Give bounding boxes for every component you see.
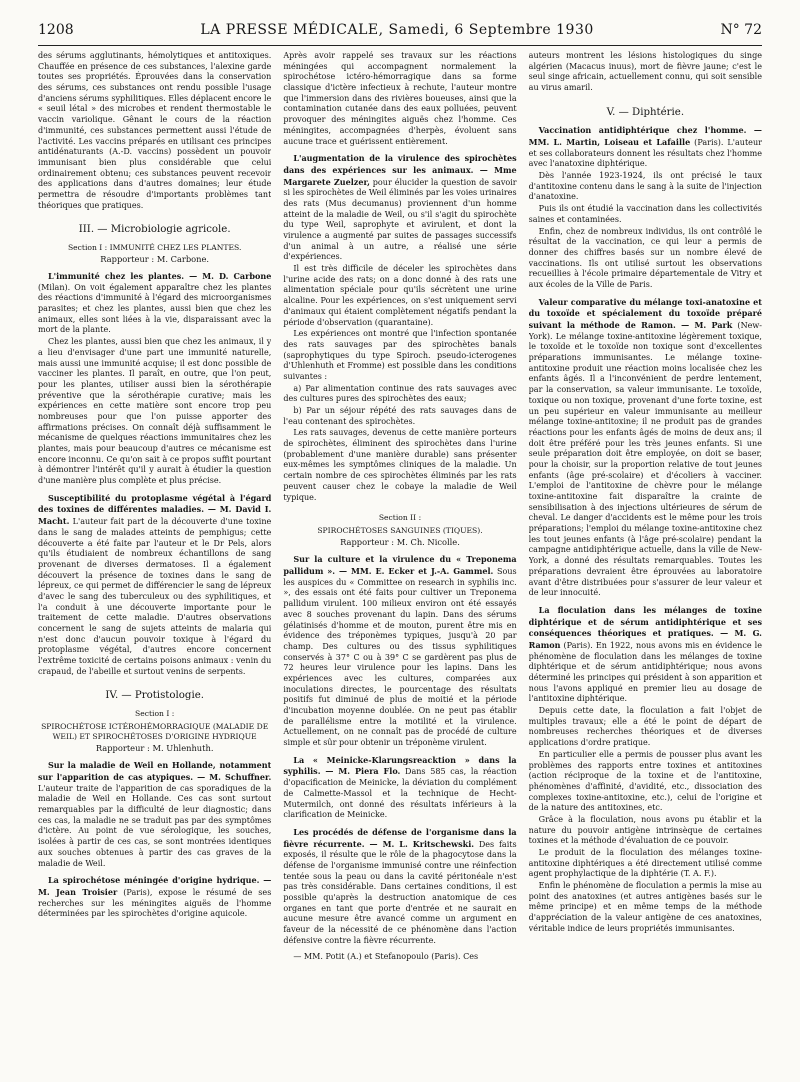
header-rule (38, 45, 762, 46)
article-paragraph (529, 125, 762, 170)
article-title: Sur la culture et la virulence du « Treponema pallidum ». — MM. E. Ecker et J.-A. Gammel. (283, 554, 517, 577)
article-title: Susceptibilité du protoplasme végétal à l'égard des toxines de différentes maladies. — M. David I. Macht. (38, 492, 272, 527)
paragraph: Grâce à la floculation, nous avons pu établir et la nature du pouvoir antigène intrinsèque de certaines toxines et la méthode d'évaluation de ce pouvoir. (528, 814, 762, 846)
paragraph: Depuis cette date, la floculation a fait l'objet de multiples travaux; elle a été le point de départ de nombreuses recherches théoriques et de diverses applications d'ordre pratique. (528, 706, 762, 748)
article-text: (Milan). On voit également apparaître chez les plantes des réactions d'immunité à l'égard des microorganismes parasites; et chez les plantes, aussi bien que chez les animaux, elles sont liées à la vie, disparaissant avec la mort de la plante. (38, 282, 272, 335)
issue-number: N° 72 (720, 22, 762, 38)
paragraph: — MM. Potit (A.) et Stefanopoulo (Paris). Ces (293, 952, 479, 962)
article-title: L'augmentation de la virulence des spirochètes dans des expériences sur les animaux. — Mme Margarete Zuelzer, (283, 153, 517, 187)
rapporteur: Rapporteur : M. Uhlenhuth. (95, 743, 214, 754)
page-header (38, 22, 762, 44)
section-heading: V. — Diphtérie. (606, 106, 685, 118)
paragraph: Le produit de la floculation des mélanges toxine-antitoxine diphtériques a été directement utilisé comme agent prophylactique de la diphtérie (T. A. F.). (528, 848, 762, 879)
paragraph: auteurs montrent les lésions histologiques du singe algérien (Macacus inuus), mort de fièvre jaune; c'est le seul singe africain, actuellement connu, qui soit sensible au virus amaril. (528, 51, 762, 93)
paragraph: En particulier elle a permis de pousser plus avant les problèmes des rapports entre toxines et antitoxines (action réciproque de la toxine et de l'antitoxine, phénomènes d'affinité, d'avidité, etc., dissociation des complexes toxine-antitoxine, etc.), celui de l'origine et de la nature des antitoxines, etc. (528, 749, 762, 813)
article-text: (Paris). En 1922, nous avons mis en évidence le phénomène de floculation dans les mélanges de toxine diphtérique et de sérum antidiphtérique; nous avons déterminé les principes qui président à son apparition et nous l'avons appliqué en premier lieu au dosage de l'antitoxine diphtérique. (528, 640, 762, 704)
article-paragraph (529, 297, 762, 599)
article-paragraph (283, 554, 516, 748)
list-item: a) Par alimentation continue des rats sauvages avec des cultures pures des spirochètes des eaux; (283, 383, 517, 404)
page-number: 1208 (38, 22, 74, 38)
article-paragraph (38, 875, 271, 920)
article-paragraph (283, 153, 516, 263)
article-title: Vaccination antidiphtérique chez l'homme. — MM. L. Martin, Loiseau et Lafaille (528, 125, 762, 147)
article-columns (38, 51, 762, 1061)
paragraph: Puis ils ont étudié la vaccination dans les collectivités saines et contaminées. (528, 204, 762, 224)
column-3 (529, 51, 762, 1061)
article-text: (Paris), expose le résumé de ses recherches sur les méningites aiguës de l'homme déterminées par les spirochètes d'origine aquicole. (38, 887, 272, 919)
article-paragraph (529, 605, 762, 705)
article-paragraph (38, 760, 271, 869)
section-heading: IV. — Protistologie. (105, 690, 204, 702)
article-paragraph (283, 755, 516, 821)
article-text: pour élucider la question de savoir si les spirochètes de Weil éliminés par les voies urinaires des rats (Mus decumanus) proviennent d'un homme atteint de la maladie de Weil, ou s'il s'agit du spirochète du type Weil, saprophyte et avirulent, et dont la virulence a augmenté par suites de passages successifs d'un animal à un autre, a réalisé une série d'expériences. (283, 177, 517, 262)
article-paragraph (38, 271, 271, 336)
article-text: Des faits exposés, il résulte que le rôle de la phagocytose dans la défense de l'organisme immunisé contre une réinfection tentée sous la peau ou dans la cavité péritonéale n'est pas très considérable. Dans certaines conditions, il est possible qu'après la destruction anatomique de ces organes en tant que porte d'entrée et ne saurait en aucune mesure être avancé comme un argument en faveur de la nécessité de ce phénomène dans l'action défensive contre la fièvre récurrente. (283, 839, 517, 945)
paragraph: des sérums agglutinants, hémolytiques et antitoxiques. Chauffée en présence de ces substances, l'alexine garde toutes ses propriétés. Éprouvées dans la conservation des sérums, ces substances ont rendu possible l'usage d'anciens sérums syphilitiques. Elles déplacent encore le « seuil létal » des microbes et rendent thermostable le vaccin variolique. Gênant le cours de la réaction d'immunité, ces substances permettent aussi l'étude de l'activité. Les vaccins préparés en utilisant ces principes antidénaturants (A.-D. vaccins) possèdent un pouvoir immunisant bien plus considérable que celui ordinairement obtenu; ces substances peuvent recevoir des applications dans d'autres domaines; leur étude permettra de résoudre d'importants problèmes tant théoriques que pratiques. (38, 51, 272, 210)
paragraph: Chez les plantes, aussi bien que chez les animaux, il y a lieu d'envisager d'une part une immunité naturelle, mais aussi une immunité acquise; il est donc possible de vacciner les plantes. Il paraît, en outre, que l'on peut, pour les plantes, utiliser aussi bien la sérothérapie préventive que la sérothérapie curative; mais les expériences en cette matière sont encore trop peu nombreuses pour que l'on puisse apporter des affirmations précises. On connaît déjà suffisamment le mécanisme de quelques réactions immunitaires chez les plantes, mais pour beaucoup d'autres ce mécanisme est encore inconnu. Ce qu'on sait à ce propos suffit pourtant à démontrer l'intérêt qu'il y aurait à étudier la question d'une manière plus complète et plus précise. (38, 337, 272, 486)
subsection-title: SPIROCHÉTOSE ICTÉROHÉMORRAGIQUE (MALADIE DE WEIL) ET SPIROCHÉTOSES D'ORIGINE HYDRIQUE (41, 722, 269, 742)
article-paragraph (283, 827, 516, 947)
article-title: L'immunité chez les plantes. — M. D. Carbone (48, 271, 272, 281)
column-1 (38, 51, 271, 1061)
subsection-title: SPIROCHÉTOSES SANGUINES (TIQUES). (317, 526, 483, 536)
article-title: La « Meinicke-Klarungsreacktion » dans la syphilis. — M. Piera Flo. (283, 754, 517, 777)
subsection-heading: Section II : (378, 513, 422, 523)
article-text: L'auteur traite de l'apparition de cas sporadiques de la maladie de Weil en Hollande. Ces cas sont surtout remarquables par la difficulté de leur diagnostic; dans ces cas, la maladie ne se traduit pas par des symptômes d'ictère. Au point de vue sérologique, les souches, isolées à partir de ces cas, se sont montrées identiques aux souches obtenues à partir des cas graves de la maladie de Weil. (38, 783, 272, 868)
article-text: Dans 585 cas, la réaction d'opacification de Meinicke, la déviation du complément de Calmette-Massol et la technique de Hecht-Mutermilch, ont donné des résultats inférieurs à la clarification de Meinicke. (283, 767, 517, 820)
rapporteur: Rapporteur : M. Ch. Nicolle. (340, 537, 460, 548)
column-2 (283, 51, 516, 1061)
paragraph: Les rats sauvages, devenus de cette manière porteurs de spirochètes, éliminent des spirochètes dans l'urine (probablement d'une manière durable) sans présenter eux-mêmes les symptômes cliniques de la maladie. Un certain nombre de ces spirochètes éliminés par les rats peuvent causer chez le cobaye la maladie de Weil typique. (283, 428, 517, 502)
subsection-heading: Section I : IMMUNITÉ CHEZ LES PLANTES. (67, 242, 242, 252)
list-item: b) Par un séjour répété des rats sauvages dans de l'eau contenant des spirochètes. (283, 406, 517, 426)
rapporteur: Rapporteur : M. Carbone. (100, 253, 210, 264)
article-title: Valeur comparative du mélange toxi-anatoxine et du toxoïde et spécialement du toxoïde préparé suivant la méthode de Ramon. — M. Park (528, 296, 762, 330)
article-text: Sous les auspices du « Committee on research in syphilis inc. », des essais ont été faits pour cultiver un Treponema pallidum virulent. 100 milieux environ ont été essayés avec 8 souches provenant du lapin. Dans des sérums gélatinisés d'homme et de mouton, purent être mis en évidence des tréponèmes typiques, jusqu'à 20 par champ. Des cultures ou des tissus syphilitiques conservés à 37° C ou à 39° C se gardèrent pas plus de 72 heures leur virulence pour les lapins. Dans les expériences avec les cultures, comparées aux inoculations directes, le pourcentage des résultats positifs fut diminué de plus de moitié et la période d'incubation moyenne doublée. On ne peut pas établir de parallélisme entre la motilité et la virulence. Actuellement, on ne connaît pas de procédé de culture simple et sûr pour obtenir un tréponème virulent. (283, 567, 517, 748)
article-paragraph (38, 493, 271, 678)
article-text: (Paris). L'auteur et ses collaborateurs donnent les résultats chez l'homme avec l'anatoxine diphtérique. (528, 138, 762, 169)
journal-title: LA PRESSE MÉDICALE, Samedi, 6 Septembre 1930 (200, 22, 594, 38)
article-title: Sur la maladie de Weil en Hollande, notamment sur l'apparition de cas atypiques. — M. Schuffner. (38, 760, 272, 782)
section-heading: III. — Microbiologie agricole. (78, 224, 231, 236)
article-title: La floculation dans les mélanges de toxine diphtérique et de sérum antidiphtérique et ses conséquences théoriques et pratiques. — M. G. Ramon (528, 604, 762, 650)
paragraph: Les expériences ont montré que l'infection spontanée des rats sauvages par des spirochètes banals (saprophytiques du type Spiroch. pseudo-icterogenes d'Uhlenhuth et Fromme) est possible dans les conditions suivantes : (283, 329, 517, 381)
paragraph: Enfin, chez de nombreux individus, ils ont contrôlé le résultat de la vaccination, ce qui leur a permis de donner des chiffres basés sur un nombre élevé de vaccinations. Ils ont utilisé surtout les observations recueillies à l'école primaire départementale de Vitry et aux écoles de la Ville de Paris. (528, 226, 762, 289)
article-text: L'auteur fait part de la découverte d'une toxine dans le sang de malades atteints de pemphigus; cette découverte a été faite par l'auteur et le Dr Pels, alors qu'ils étudiaient de nombreux échantillons de sang provenant de diverses dermatoses. Il a également découvert la présence de toxines dans le sang de lépreux, ce qui permet de différencier le sang de lépreux d'avec le sang des tuberculeux ou des syphilitiques, et l'a conduit à une découverte importante pour le traitement de cette maladie. D'autres observations concernent le sang de sujets atteints de malaria qui n'est donc d'aucun pouvoir toxique à l'égard du protoplasme végétal, d'autres encore concernent l'extrême toxicité de certains poisons animaux : venin du crapaud, de l'abeille et surtout venins de serpents. (38, 517, 272, 676)
paragraph: Dès l'année 1923-1924, ils ont précisé le taux d'antitoxine contenu dans le sang à la suite de l'injection d'anatoxine. (528, 171, 762, 202)
paragraph: Enfin le phénomène de floculation a permis la mise au point des anatoxines (et autres antigènes basés sur le même principe) et en même temps de la méthode d'appréciation de la valeur antigène de ces anatoxines, véritable indice de leurs propriétés immunisantes. (528, 881, 762, 933)
paragraph: Après avoir rappelé ses travaux sur les réactions méningées qui accompagnent normalement la spirochétose ictéro-hémorragique dans sa forme classique d'ictère infectieux à rechute, l'auteur montre que l'immersion dans des rivières boueuses, ainsi que la contamination cutanée dans des eaux polluées, peuvent provoquer des méningites aiguës chez l'homme. Ces méningites, accompagnées d'herpès, évoluent sans aucune trace et guérissent entièrement. (283, 51, 517, 146)
article-text: (New-York). Le mélange toxine-antitoxine légèrement toxique, le toxoïde et le toxoïde non toxique sont d'excellentes préparations immunisantes. Le mélange toxine-antitoxine produit une réaction moins localisée chez les enfants âgés. Il a l'inconvénient de perdre lentement, par la conservation, sa valeur immunisante. Le toxoïde, toxique ou non toxique, provenant d'une forte toxine, est un peu supérieur en valeur immunisante au meilleur mélange toxine-antitoxine; il ne produit pas de grandes réactions pour les enfants âgés de moins de deux ans; il doit être préféré pour les très jeunes enfants. Si une seule préparation doit être employée, on doit se baser, pour la choisir, sur la proportion relative de tout jeunes enfants (âge pré-scolaire) et d'écoliers à vacciner. L'emploi de l'antitoxine de chèvre pour le mélange toxine-antitoxine fait disparaître la crainte de sensibilisation à des injections ultérieures de sérum de cheval. Le danger d'accidents est le même pour les trois préparations; l'emploi du mélange toxine-antitoxine chez les tout jeunes enfants (à l'âge pré-scolaire) pendant la campagne antidiphtérique actuelle, dans la ville de New-York, a donné des résultats remarquables. Toutes les préparations devraient être éprouvées au laboratoire avant d'être distribuées pour s'assurer de leur valeur et de leur innocuité. (528, 321, 762, 598)
article-title: La spirochétose méningée d'origine hydrique. — M. Jean Troisier (38, 875, 272, 897)
subsection-heading: Section I : (135, 709, 175, 718)
paragraph: Il est très difficile de déceler les spirochètes dans l'urine acide des rats; on a donc donné à des rats une alimentation spéciale pour qu'ils sécrètent une urine alcaline. Pour les expériences, on s'est uniquement servi d'animaux qui étaient complètement négatifs pendant la période d'observation (quarantaine). (283, 264, 517, 327)
article-title: Les procédés de défense de l'organisme dans la fièvre récurrente. — M. L. Kritschewski. (283, 826, 517, 849)
